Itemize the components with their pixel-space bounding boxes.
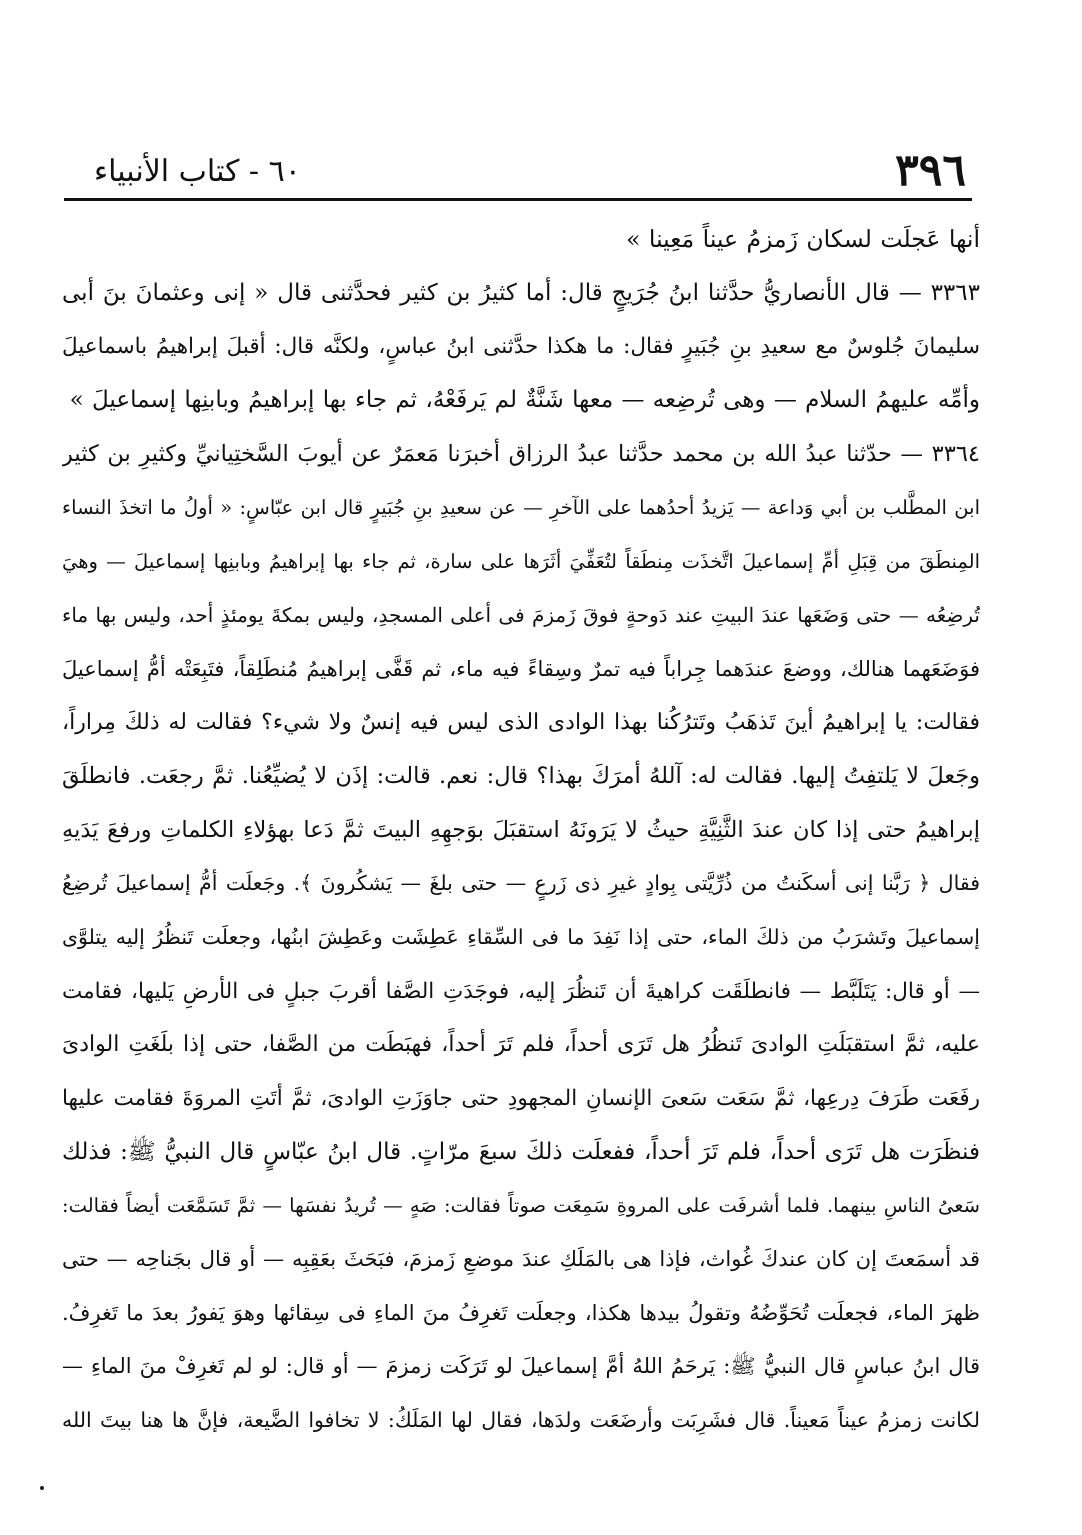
page-number: ٣٩٦ bbox=[895, 145, 966, 196]
text-line: وجَعلَ لا يَلتفِتُ إليها. فقالت له: آللهُ أمرَكَ بهذا؟ قال: نعم. قالت: إذَن لا يُضيِّعُنا. ثمَّ رجعَت. فانطلَقَ bbox=[62, 762, 980, 789]
text-line: عليه، ثمَّ استقبَلَتِ الوادىَ تَنظُرُ هل تَرَى أحداً، فلم تَرَ أحداً، فهبَطَت من الصَّفا، حتى إذا بلَغَتِ الوادىَ bbox=[62, 1032, 980, 1058]
margin-mark bbox=[40, 1486, 44, 1490]
text-line: قد أسمَعتَ إن كان عندكَ غُواث، فإذا هى بالمَلَكِ عندَ موضعِ زَمزمَ، فبَحَثَ بعَقِبِه — أو قال بجَناحِه — حتى bbox=[62, 1247, 980, 1272]
text-line: قال ابنُ عباسٍ قال النبيُّ ﷺ: يَرحَمُ اللهُ أمَّ إسماعيلَ لو تَرَكَت زمزمَ — أو قال: لو لم تَغرِفْ منَ الماءِ — bbox=[62, 1354, 980, 1379]
text-line: المِنطَقَ من قِبَلِ أمِّ إسماعيلَ اتَّخذَت مِنطَقاً لتُعَفِّيَ أثَرَها على سارة، ثم جاء بها إبراهيمُ وبابنِها إسماعيلَ — وهيَ bbox=[62, 550, 980, 574]
text-line: فقال ﴿ رَبَّنا إنى أسكَنتُ من ذُرِّيَّتى بِوادٍ غيرِ ذى زَرعٍ — حتى بلغَ — يَشكُرونَ ﴾. وجَعلَت أمُّ إسماعيلَ تُرضِعُ bbox=[62, 871, 980, 896]
text-line: سليمانَ جُلوسٌ مع سعيدِ بنِ جُبَيرٍ فقال: ما هكذا حدَّثنى ابنُ عباسٍ، ولكنَّه قال: أقبلَ إبراهيمُ باسماعيلَ bbox=[62, 334, 980, 360]
text-line: وأمِّه عليهمُ السلام — وهى تُرضِعه — معها شَنَّةٌ لم يَرفَعْهُ، ثم جاء بها إبراهيمُ وبابنِها إسماعيلَ » bbox=[69, 387, 980, 414]
text-line: ٣٣٦٣ — قال الأنصاريُّ حدَّثنا ابنُ جُرَيجٍ قال: أما كثيرُ بن كثير فحدَّثنى قال « إنى وعثمانَ بنَ أبى bbox=[62, 279, 980, 306]
text-line: ٣٣٦٤ — حدّثنا عبدُ الله بن محمد حدَّثنا عبدُ الرزاق أخبرَنا مَعمَرٌ عن أيوبَ السَّختِيانيِّ وكثيرِ بن كثير bbox=[62, 440, 980, 467]
text-line: إسماعيلَ وتَشرَبُ من ذلكَ الماء، حتى إذا نَفِدَ ما فى السِّقاءِ عَطِشَت وعَطِشَ ابنُها، وجعلَت تَنظُرُ إليه يتلوَّى bbox=[62, 924, 980, 949]
text-line: ابن المطَّلب بن أبي وَداعة — يَزيدُ أحدُهما على الآخرِ — عن سعيدِ بنِ جُبَيرٍ قال ابن عبّاسٍ: « أولُ ما اتخذَ النساء bbox=[62, 496, 980, 520]
text-line: تُرضِعُه — حتى وَضَعَها عندَ البيتِ عند دَوحةٍ فوقَ زَمزمَ فى أعلى المسجدِ، وليس بمكةَ يومئذٍ أحد، وليس بها ماء bbox=[62, 602, 980, 627]
text-line: رفَعَت طَرَفَ دِرعِها، ثمَّ سَعَت سَعىَ الإنسانِ المجهودِ حتى جاوَزَتِ الوادىَ، ثمَّ أتَتِ المروَةَ فقامت عليها bbox=[62, 1086, 980, 1111]
text-body bbox=[62, 213, 980, 1513]
text-line: إبراهيمُ حتى إذا كان عندَ الثَّنِيَّةِ حيثُ لا يَرَونَهُ استقبَلَ بوَجهِهِ البيتَ ثمَّ دَعا بهؤلاءِ الكلماتِ ورفعَ يَدَيهِ bbox=[62, 816, 980, 843]
text-line: فنظَرَت هل تَرَى أحداً، فلم تَرَ أحداً، ففعلَت ذلكَ سبعَ مرّاتٍ. قال ابنُ عبّاسٍ قال النبيُّ ﷺ: فذلك bbox=[62, 1138, 980, 1165]
text-line: فوَضَعَهما هنالك، ووضعَ عندَهما جِراباً فيه تمرٌ وسِقاءً فيه ماء، ثم قَفَّى إبراهيمُ مُنطَلِقاً، فتَبِعَتْه أمُّ إسماعيلَ bbox=[62, 656, 980, 681]
text-line: أنها عَجلَت لسكان زَمزمُ عيناً مَعِينا » bbox=[626, 225, 980, 253]
text-line: — أو قال: يَتَلَبَّط — فانطلَقَت كراهيةَ أن تَنظُرَ إليه، فوجَدَتِ الصَّفا أقربَ جبلٍ فى الأرضِ يَليها، فقامت bbox=[62, 978, 980, 1004]
text-line: فقالت: يا إبراهيمُ أينَ تَذهَبُ وتَترُكُنا بهذا الوادى الذى ليس فيه إنسٌ ولا شيء؟ فقالت له ذلكَ مِراراً، bbox=[62, 710, 980, 736]
text-line: ظهرَ الماء، فجعلَت تُحَوِّضُهُ وتقولُ بيدها هكذا، وجعلَت تَغرِفُ منَ الماءِ فى سِقائها وهوَ يَفورُ بعدَ ما تَغرِفُ. bbox=[62, 1300, 980, 1325]
text-line: لكانت زمزمُ عيناً مَعيناً. قال فشَرِبَت وأرضَعَت ولدَها، فقال لها المَلَكُ: لا تخافوا الضَّيعة، فإنَّ ها هنا بيتَ الله bbox=[62, 1408, 980, 1433]
text-line: سَعىُ الناسِ بينهما. فلما أشرفَت على المروةِ سَمِعَت صوتاً فقالت: صَهٍ — تُريدُ نفسَها — ثمَّ تَسَمَّعَت أيضاً فقالت: bbox=[62, 1194, 980, 1218]
running-head: ٦٠ - كتاب الأنبياء bbox=[94, 154, 301, 189]
header-rule bbox=[64, 198, 972, 201]
